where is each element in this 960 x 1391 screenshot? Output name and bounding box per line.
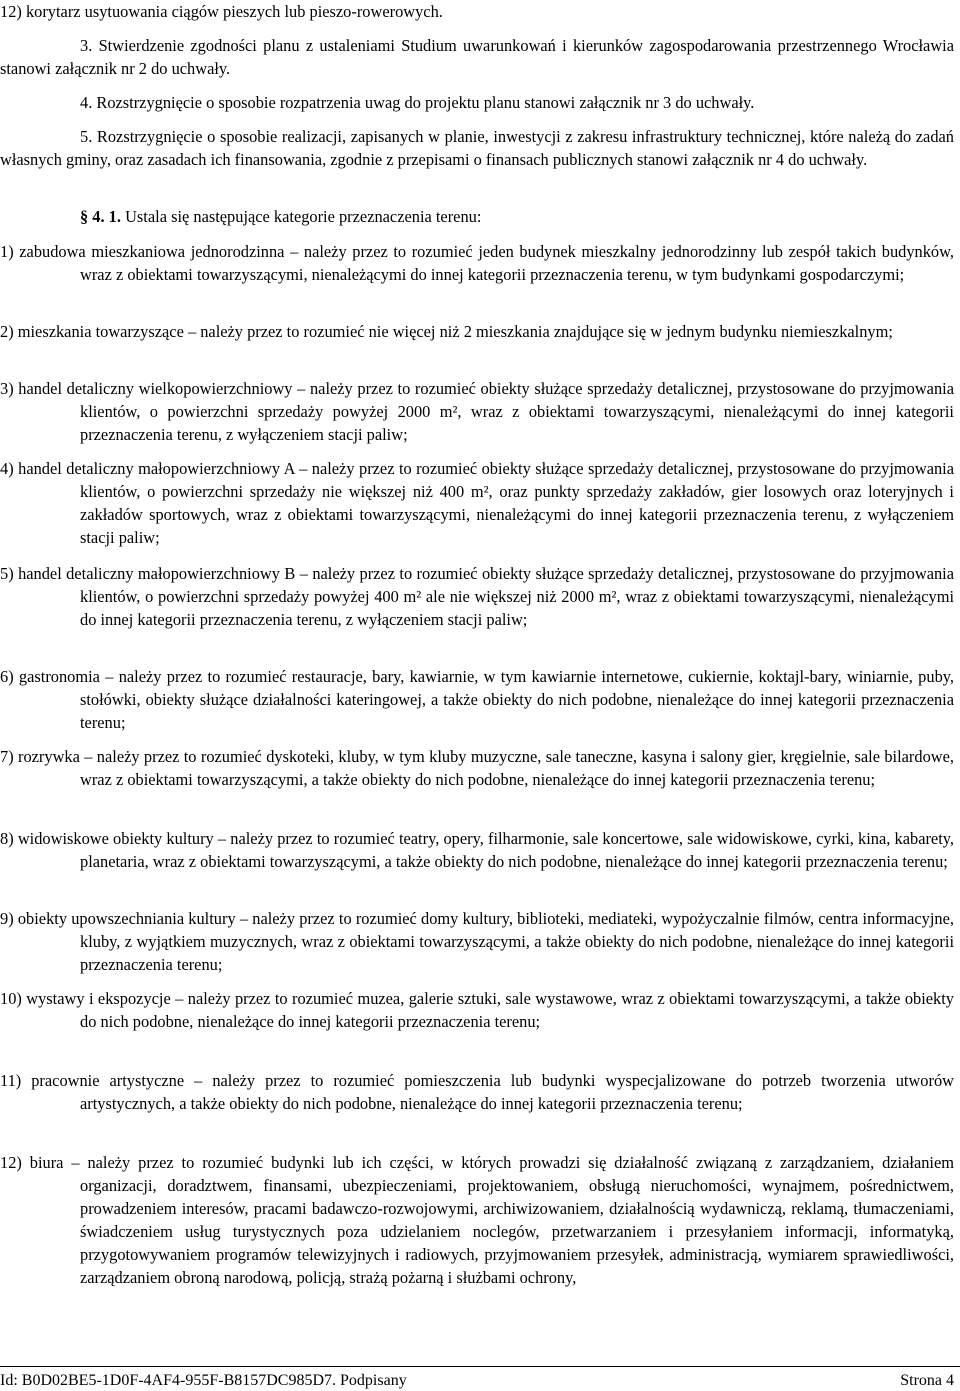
list-item-11: 11) pracownie artystyczne – należy przez to rozumieć pomieszczenia lub budynki wyspecjalizowane do potrzeb tworzenia utworów artystycznych, a także obiekty do nich podobne, nienależące do innej kategorii przeznaczenia terenu; — [0, 1071, 954, 1113]
list-item-9: 9) obiekty upowszechniania kultury – należy przez to rozumieć domy kultury, biblioteki, mediateki, wypożyczalnie filmów, centra informacyjne, kluby, z wyjątkiem muzycznych, wraz z obiektami towarzyszącymi, a także obiekty do nich podobne, nienależące do innej kategorii przeznaczenia terenu; — [0, 909, 954, 974]
paragraph-item-12-top: 12) korytarz usytuowania ciągów pieszych lub pieszo-rowerowych. — [0, 2, 443, 21]
list-item-12: 12) biura – należy przez to rozumieć budynki lub ich części, w których prowadzi się działalność związaną z zarządzaniem, działaniem organizacji, doradztwem, finansami, ubezpieczeniami, projektowaniem, obsługą nieruchomości, wynajmem, pośrednictwem, prowadzeniem interesów, pracami badawczo-rozwojowymi, archiwizowaniem, działalnością wydawniczą, reklamą, tłumaczeniami, świadczeniem usług turystycznych poza udzielaniem noclegów, przetwarzaniem i przesyłaniem informacji, informatyką, przygotowywaniem programów telewizyjnych i radiowych, przyjmowaniem przesyłek, administracją, wymiarem sprawiedliwości, zarządzaniem obroną narodową, policją, strażą pożarną i służbami ochrony, — [0, 1153, 954, 1287]
section-number: § 4. 1. — [80, 207, 121, 226]
footer-divider — [0, 1366, 960, 1367]
list-item-5: 5) handel detaliczny małopowierzchniowy B – należy przez to rozumieć obiekty służące sprzedaży detalicznej, przystosowane do przyjmowania klientów, o powierzchni sprzedaży powyżej 400 m² ale nie większej niż 2000 m², wraz z obiektami towarzyszącymi, nienależącymi do innej kategorii przeznaczenia terenu, z wyłączeniem stacji paliw; — [0, 564, 954, 629]
list-item-6: 6) gastronomia – należy przez to rozumieć restauracje, bary, kawiarnie, w tym kawiarnie internetowe, cukiernie, koktajl-bary, winiarnie, puby, stołówki, obiekty służące działalności kateringowej, a także obiekty do nich podobne, nienależące do innej kategorii przeznaczenia terenu; — [0, 667, 954, 732]
list-item-1: 1) zabudowa mieszkaniowa jednorodzinna – należy przez to rozumieć jeden budynek mieszkalny jednorodzinny lub zespół takich budynków, wraz z obiektami towarzyszącymi, nienależącymi do innej kategorii przeznaczenia terenu, w tym budynkami gospodarczymi; — [0, 242, 954, 284]
list-item-2: 2) mieszkania towarzyszące – należy przez to rozumieć nie więcej niż 2 mieszkania znajdujące się w jednym budynku niemieszkalnym; — [0, 322, 893, 341]
list-item-8: 8) widowiskowe obiekty kultury – należy przez to rozumieć teatry, opery, filharmonie, sale koncertowe, sale widowiskowe, cyrki, kina, kabarety, planetaria, wraz z obiektami towarzyszącymi, a także obiekty do nich podobne, nienależące do innej kategorii przeznaczenia terenu; — [0, 829, 954, 871]
list-item-7: 7) rozrywka – należy przez to rozumieć dyskoteki, kluby, w tym kluby muzyczne, sale taneczne, kasyna i salony gier, kręgielnie, sale bilardowe, wraz z obiektami towarzyszącymi, a także obiekty do nich podobne, nienależące do innej kategorii przeznaczenia terenu; — [0, 747, 954, 789]
list-item-4: 4) handel detaliczny małopowierzchniowy A – należy przez to rozumieć obiekty służące sprzedaży detalicznej, przystosowane do przyjmowania klientów, o powierzchni sprzedaży nie większej niż 400 m², oraz punkty sprzedaży zakładów, gier losowych oraz loteryjnych i zakładów sportowych, wraz z obiektami towarzyszącymi, nienależącymi do innej kategorii przeznaczenia terenu, z wyłączeniem stacji paliw; — [0, 459, 954, 547]
footer-page-number: Strona 4 — [900, 1372, 954, 1389]
paragraph-3: 3. Stwierdzenie zgodności planu z ustaleniami Studium uwarunkowań i kierunków zagospodarowania przestrzennego Wrocławia stanowi załącznik nr 2 do uchwały. — [0, 36, 954, 78]
paragraph-4: 4. Rozstrzygnięcie o sposobie rozpatrzenia uwag do projektu planu stanowi załącznik nr 3 do uchwały. — [80, 93, 755, 112]
section-4-heading — [0, 205, 954, 228]
section-text: Ustala się następujące kategorie przeznaczenia terenu: — [125, 207, 482, 226]
paragraph-5: 5. Rozstrzygnięcie o sposobie realizacji, zapisanych w planie, inwestycji z zakresu infrastruktury technicznej, które należą do zadań własnych gminy, oraz zasadach ich finansowania, zgodnie z przepisami o finansach publicznych stanowi załącznik nr 4 do uchwały. — [0, 127, 954, 169]
footer-document-id: Id: B0D02BE5-1D0F-4AF4-955F-B8157DC985D7. Podpisany — [0, 1372, 407, 1389]
list-item-3: 3) handel detaliczny wielkopowierzchniowy – należy przez to rozumieć obiekty służące sprzedaży detalicznej, przystosowane do przyjmowania klientów, o powierzchni sprzedaży powyżej 2000 m², wraz z obiektami towarzyszącymi, nienależącymi do innej kategorii przeznaczenia terenu, z wyłączeniem stacji paliw; — [0, 379, 954, 444]
list-item-10: 10) wystawy i ekspozycje – należy przez to rozumieć muzea, galerie sztuki, sale wystawowe, wraz z obiektami towarzyszącymi, a także obiekty do nich podobne, nienależące do innej kategorii przeznaczenia terenu; — [0, 989, 954, 1031]
